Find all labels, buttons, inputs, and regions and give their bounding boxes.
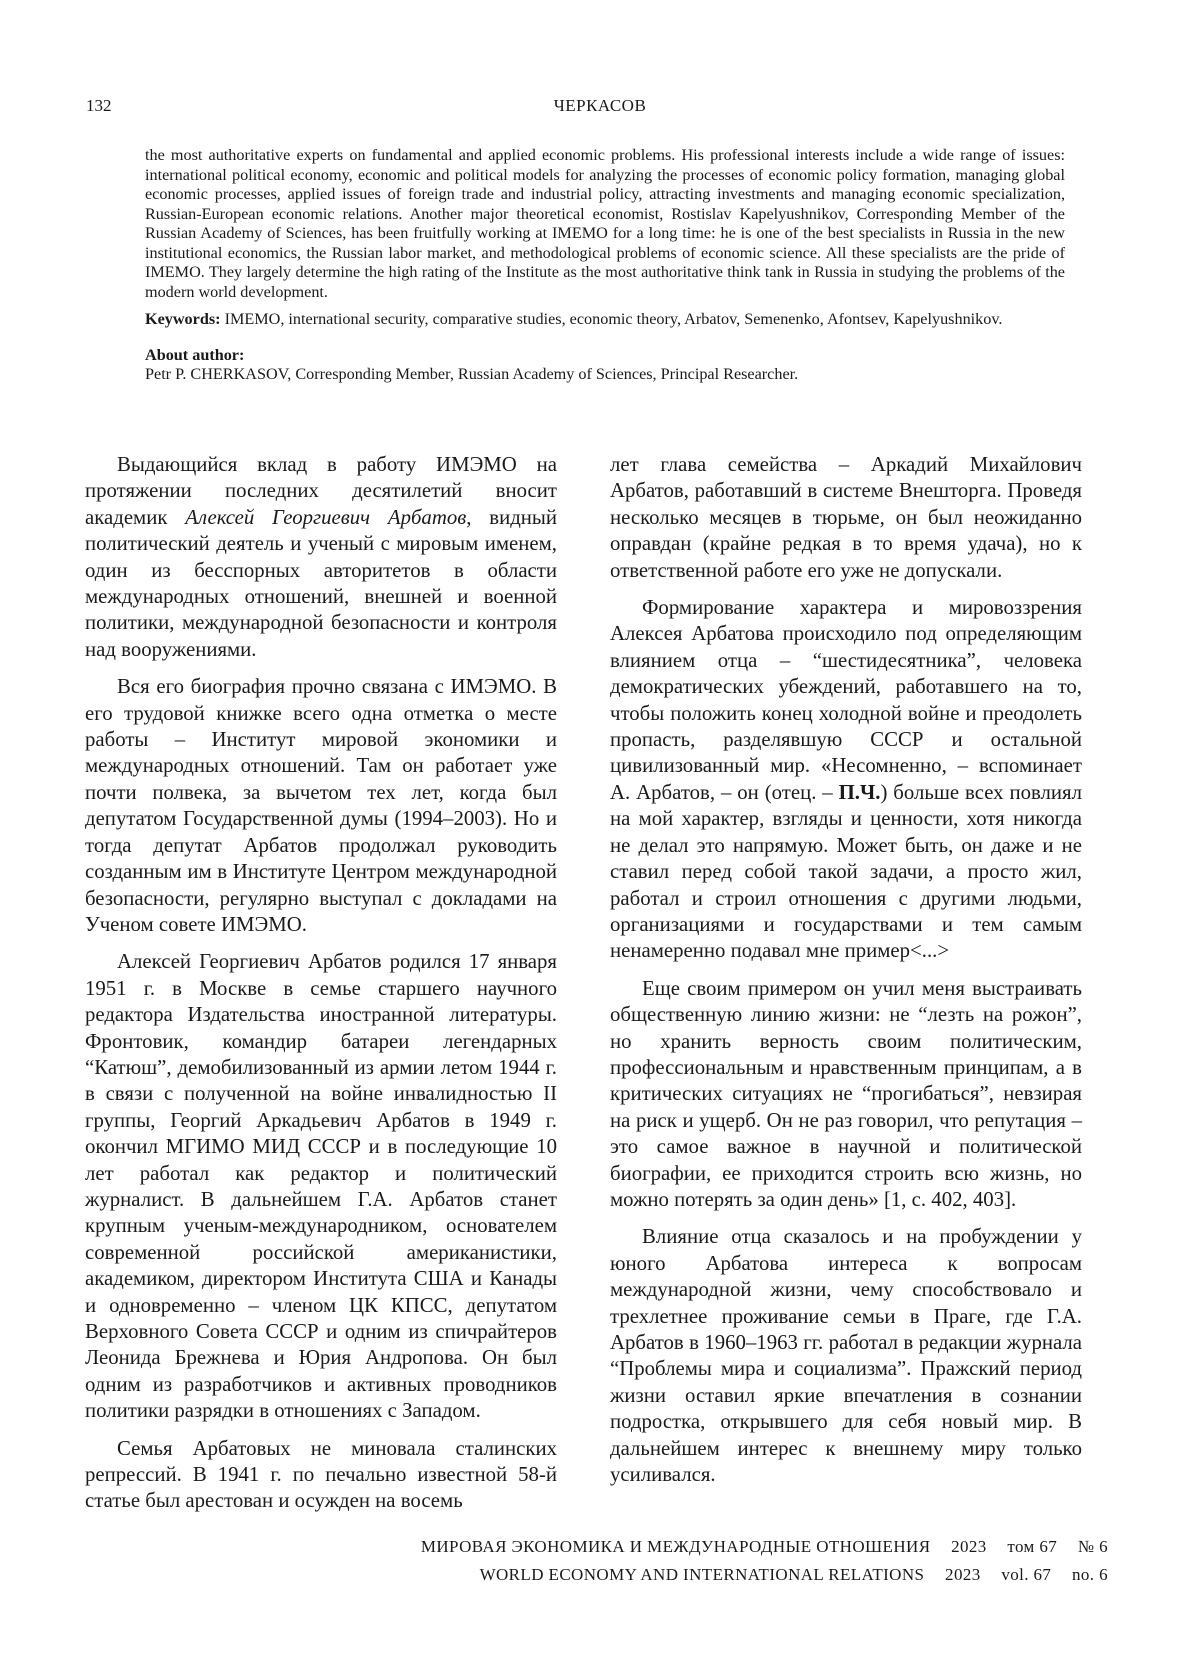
- page-number: 132: [86, 96, 112, 115]
- text-run: Формирование характера и мировоззрения Алексея Арбатова происходило под определяющим влиянием отца – “шестидесятника”, человека демократических убеждений, работавшего на то, чтобы положить конец холодной войне и преодолеть пропасть, разделявшую СССР и остальной цивилизованный мир. «Несомненно, – вспоминает А. Арбатов, – он (отец. –: [610, 596, 1082, 804]
- initials-bold: П.Ч.: [838, 780, 881, 804]
- text-run: , видный политический деятель и ученый с мировым именем, один из бесспорных авторитетов в области международных отношений, внешней и военной политики, международной безопасности и контроля над вооружениями.: [85, 505, 558, 661]
- paragraph: Алексей Георгиевич Арбатов родился 17 января 1951 г. в Москве в семье старшего научного редактора Издательства иностранной литературы. Фронтовик, командир батареи легендарных “Катюш”, демобилизованный из армии летом 1944 г. в связи с полученной на войне инвалидностью II группы, Георгий Аркадьевич Арбатов в 1949 г. окончил МГИМО МИД СССР и в последующие 10 лет работал как редактор и политический журналист. В дальнейшем Г.А. Арбатов станет крупным ученым-международником, основателем современной российской американистики, академиком, директором Института США и Канады и одновременно – членом ЦК КПСС, депутатом Верховного Совета СССР и одним из спичрайтеров Леонида Брежнева и Юрия Андропова. Он был одним из разработчиков и активных проводников политики разрядки в отношениях с Западом.: [85, 950, 557, 1423]
- paragraph: Семья Арбатовых не миновала сталинских репрессий. В 1941 г. по печально известной 58-й статье был арестован и осужден на восемь: [85, 1436, 557, 1513]
- keywords: [145, 310, 1065, 330]
- paragraph: [85, 452, 557, 663]
- about-author-label: About author:: [145, 345, 245, 364]
- year-ru: 2023: [951, 1537, 987, 1556]
- paragraph: Еще своим примером он учил меня выстраивать общественную линию жизни: не “лезть на рожон”, но хранить верность своим политическим, профессиональным и нравственным принципам, а в критических ситуациях не “прогибаться”, невзирая на риск и ущерб. Он не раз говорил, что репутация – это самое важное в научной и политической биографии, ее приходится строить всю жизнь, но можно потерять за один день» [1, с. 402, 403].: [610, 976, 1082, 1211]
- paragraph: [610, 595, 1082, 965]
- journal-title-en: WORLD ECONOMY AND INTERNATIONAL RELATIONS: [479, 1565, 925, 1584]
- issue-en: no. 6: [1072, 1565, 1108, 1584]
- journal-title-ru: МИРОВАЯ ЭКОНОМИКА И МЕЖДУНАРОДНЫЕ ОТНОШЕНИЯ: [420, 1537, 931, 1556]
- about-author-text: Petr P. CHERKASOV, Corresponding Member, Russian Academy of Sciences, Principal Researcher.: [145, 365, 799, 383]
- volume-ru: том 67: [1007, 1537, 1058, 1556]
- footer-russian: [108, 1537, 1108, 1557]
- running-title: ЧЕРКАСОВ: [553, 96, 647, 115]
- paragraph: Вся его биография прочно связана с ИМЭМО. В его трудовой книжке всего одна отметка о месте работы – Институт мировой экономики и международных отношений. Там он работает уже почти полвека, за вычетом тех лет, когда был депутатом Государственной думы (1994–2003). Но и тогда депутат Арбатов продолжал руководить созданным им в Институте Центром международной безопасности, регулярно выступал с докладами на Ученом совете ИМЭМО.: [85, 675, 557, 936]
- paragraph-continued: лет глава семейства – Аркадий Михайлович Арбатов, работавший в системе Внешторга. Проведя несколько месяцев в тюрьме, он был неожиданно оправдан (крайне редкая в то время удача), но к ответственной работе его уже не допускали.: [610, 453, 1082, 582]
- footer-english: [108, 1565, 1108, 1585]
- abstract-text: the most authoritative experts on fundamental and applied economic problems. His professional interests include a wide range of issues: international political economy, economic and political models for analyzing the processes of economic policy formation, managing global economic processes, applied issues of foreign trade and industrial policy, attracting investments and managing economic specialization, Russian-European economic relations. Another major theoretical economist, Rostislav Kapelyushnikov, Corresponding Member of the Russian Academy of Sciences, has been fruitfully working at IMEMO for a long time: he is one of the best specialists in Russia in the new institutional economics, the Russian labor market, and methodological problems of economic science. All these specialists are the pride of IMEMO. They largely determine the high rating of the Institute as the most authoritative think tank in Russia in studying the problems of the modern world development.: [145, 146, 1065, 301]
- text-run: Выдающийся вклад в работу ИМЭМО на протяжении последних десятилетий вносит академик: [85, 453, 557, 529]
- keywords-label: Keywords:: [145, 310, 221, 328]
- right-column: [610, 452, 1082, 1488]
- keywords-text: IMEMO, international security, comparative studies, economic theory, Arbatov, Semenenko, Afontsev, Kapelyushnikov.: [224, 310, 1003, 328]
- left-column: [85, 452, 557, 1515]
- year-en: 2023: [945, 1565, 981, 1584]
- issue-ru: № 6: [1077, 1537, 1108, 1556]
- paragraph: Влияние отца сказалось и на пробуждении у юного Арбатова интереса к вопросам международной жизни, чему способствовало и трехлетнее проживание семьи в Праге, где Г.А. Арбатов в 1960–1963 гг. работал в редакции журнала “Проблемы мира и социализма”. Пражский период жизни оставил яркие впечатления в сознании подростка, открывшего для себя новый мир. В дальнейшем интерес к внешнему миру только усиливался.: [610, 1225, 1082, 1487]
- abstract-block: [145, 146, 1065, 385]
- person-name-italic: Алексей Георгиевич Арбатов: [185, 505, 467, 529]
- text-run: ) больше всех повлиял на мой характер, взгляды и ценности, хотя никогда не делал это напрямую. Может быть, он даже и не ставил перед собой такой задачи, а просто жил, работал и строил отношения с другими людьми, организациями и государствами и тем самым ненамеренно подавал мне пример<...>: [610, 780, 1082, 963]
- volume-en: vol. 67: [1001, 1565, 1052, 1584]
